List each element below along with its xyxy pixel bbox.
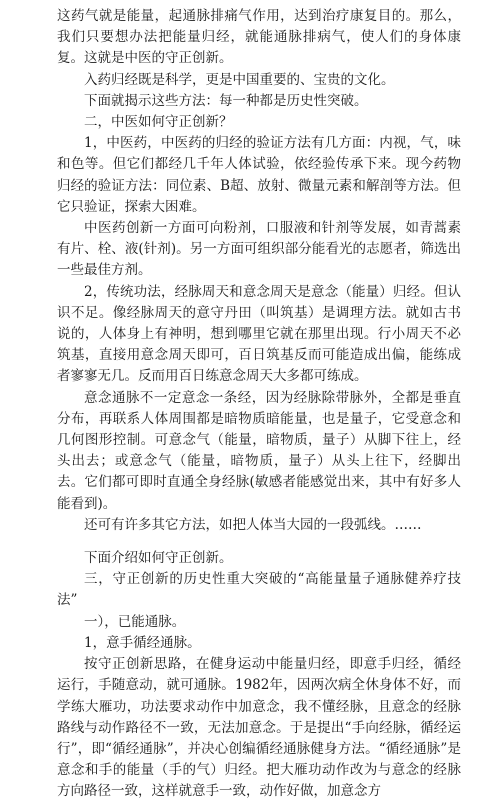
paragraph-tcm-innovation: 中医药创新一方面可向粉剂，口服液和针剂等发展，如青蒿素有片、栓、液(针剂)。另一方面可组织部分能看光的志愿者，筛选出一些最佳方剂。 bbox=[57, 220, 461, 279]
paragraph-intro-innovation: 下面介绍如何守正创新。 bbox=[84, 550, 233, 567]
paragraph-mind-meridian: 意念通脉不一定意念一条经，因为经脉除带脉外，全都是垂直分布，再联系人体周围都是暗物质暗能量，也是量子，它受意念和几何图形控制。可意念气（能量，暗物质，量子）从脚下往上，经头出去；或意念气（能量，暗物质，量子）从头上往下，经脚出去。它们都可即时直通全身经脉(敏感者能感觉出来，其中有好多人能看到)。 bbox=[57, 389, 461, 512]
paragraph-1982-story: 按守正创新思路，在健身运动中能量归经，即意手归经，循经运行，手随意动，就可通脉。1982年，因两次病全休身体不好，而学练大雁功，功法要求动作中加意念，我不懂经脉，且意念的经脉路线与动作路径不一致，无法加意念。于是提出“手向经脉，循经运行”，即“循经通脉”，并决心创编循经通脉健身方法。“循经通脉”是意念和手的能量（手的气）归经。把大雁功动作改为与意念的经脉方向路径一致，这样就意手一致，动作好做，加意念方 bbox=[57, 656, 461, 800]
paragraph-tcm-verification: 1，中医药，中医药的归经的验证方法有几方面：内视，气，味和色等。但它们都经几千年人体试验，依经验传承下来。现今药物归经的验证方法：同位素、B超、放射、微量元素和解剖等方法。但它只验证，探索大困难。 bbox=[57, 135, 461, 215]
subheading-hand-meridian: 1，意手循经通脉。 bbox=[84, 634, 201, 651]
paragraph-gap bbox=[57, 536, 461, 548]
section-heading-2: 二，中医如何守正创新？ bbox=[84, 114, 233, 131]
section-heading-3: 三，守正创新的历史性重大突破的“高能量量子通脉健养疗技法” bbox=[57, 571, 461, 609]
paragraph-other-methods: 还可有许多其它方法，如把人体当大园的一段弧线。…… bbox=[84, 516, 422, 533]
subheading-meridian-open: 一），已能通脉。 bbox=[84, 613, 186, 630]
paragraph-3: 下面就揭示这些方法：每一种都是历史性突破。 bbox=[84, 92, 368, 109]
paragraph-2: 入药归经既是科学，更是中国重要的、宝贵的文化。 bbox=[84, 71, 395, 88]
paragraph-traditional-gong: 2，传统功法，经脉周天和意念周天是意念（能量）归经。但认识不足。像经脉周天的意守丹田（叫筑基）是调理方法。就如古书说的，人体身上有神明，想到哪里它就在那里出现。行小周天不必筑基，直接用意念周天即可，百日筑基反而可能造成出偏，能练成者寥寥无几。反而用百日练意念周天大多都可练成。 bbox=[57, 283, 461, 385]
paragraph-1: 这药气就是能量，起通脉排痛气作用，达到治疗康复目的。那么，我们只要想办法把能量归经，就能通脉排病气，使人们的身体康复。这就是中医的守正创新。 bbox=[57, 8, 461, 67]
